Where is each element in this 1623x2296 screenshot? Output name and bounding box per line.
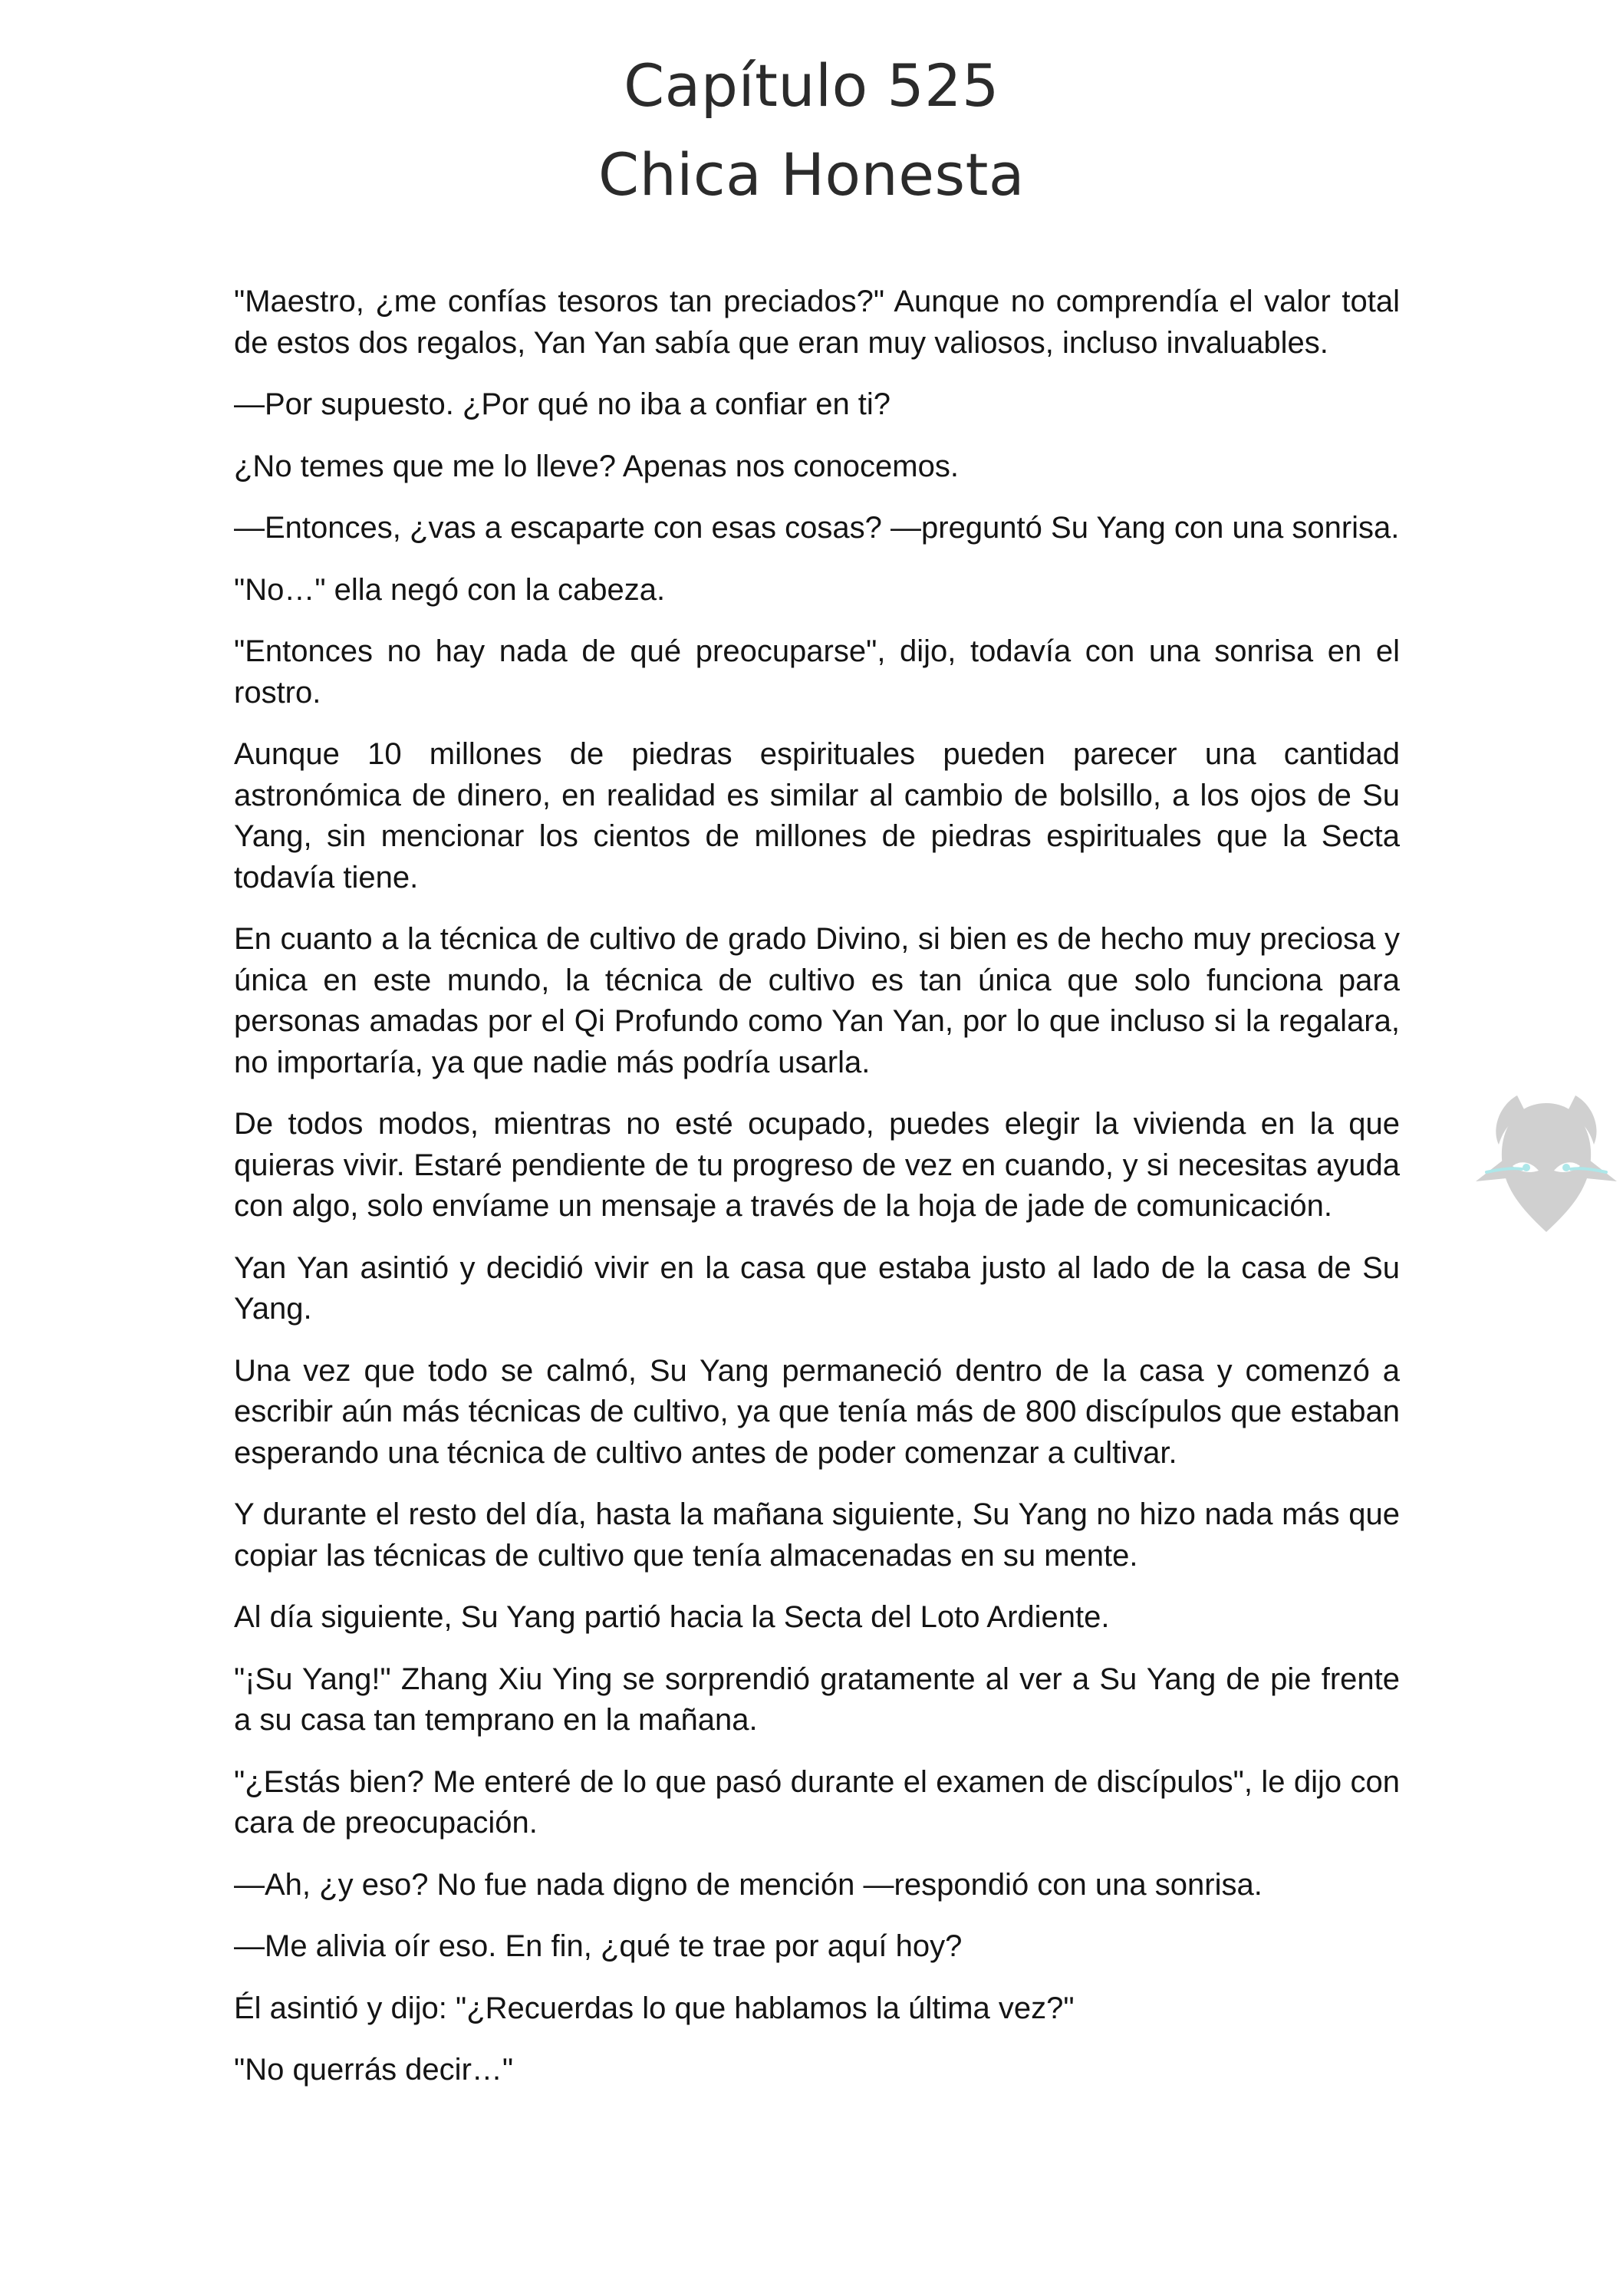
paragraph: "No querrás decir…": [234, 2053, 514, 2087]
paragraph: —Ah, ¿y eso? No fue nada digno de mención —respondió con una sonrisa.: [234, 1867, 1263, 1902]
paragraph: Aunque 10 millones de piedras espirituales pueden parecer una cantidad astronómica de dinero, en realidad es similar al cambio de bolsillo, a los ojos de Su Yang, sin mencionar los cientos de millones de piedras espirituales que la Secta todavía tiene.: [234, 737, 1400, 894]
paragraph: —Me alivia oír eso. En fin, ¿qué te trae por aquí hoy?: [234, 1929, 963, 1963]
paragraph: Una vez que todo se calmó, Su Yang permaneció dentro de la casa y comenzó a escribir aún más técnicas de cultivo, ya que tenía más de 800 discípulos que estaban esperando una técnica de cultivo antes de poder comenzar a cultivar.: [234, 1353, 1400, 1470]
paragraph: De todos modos, mientras no esté ocupado, puedes elegir la vivienda en la que quieras vivir. Estaré pendiente de tu progreso de vez en cuando, y si necesitas ayuda con algo, solo envíame un mensaje a través de la hoja de jade de comunicación.: [234, 1107, 1400, 1223]
paragraph: Al día siguiente, Su Yang partió hacia la Secta del Loto Ardiente.: [234, 1600, 1110, 1634]
paragraph: —Entonces, ¿vas a escaparte con esas cosas? —preguntó Su Yang con una sonrisa.: [234, 511, 1400, 545]
demon-head-logo-icon: [1470, 1074, 1623, 1250]
paragraph: "Entonces no hay nada de qué preocuparse", dijo, todavía con una sonrisa en el rostro.: [234, 634, 1400, 710]
paragraph: "Maestro, ¿me confías tesoros tan preciados?" Aunque no comprendía el valor total de estos dos regalos, Yan Yan sabía que eran muy valiosos, incluso invaluables.: [234, 285, 1400, 360]
chapter-body: [234, 282, 1400, 2112]
chapter-number: Capítulo 525: [624, 51, 999, 120]
paragraph: ¿No temes que me lo lleve? Apenas nos conocemos.: [234, 449, 959, 483]
paragraph: "No…" ella negó con la cabeza.: [234, 572, 666, 607]
chapter-heading: [0, 41, 1623, 219]
paragraph: "¿Estás bien? Me enteré de lo que pasó durante el examen de discípulos", le dijo con cara de preocupación.: [234, 1764, 1400, 1840]
paragraph: En cuanto a la técnica de cultivo de grado Divino, si bien es de hecho muy preciosa y única en este mundo, la técnica de cultivo es tan única que solo funciona para personas amadas por el Qi Profundo como Yan Yan, por lo que incluso si la regalara, no importaría, ya que nadie más podría usarla.: [234, 922, 1400, 1079]
paragraph: Él asintió y dijo: "¿Recuerdas lo que hablamos la última vez?": [234, 1991, 1075, 2025]
paragraph: —Por supuesto. ¿Por qué no iba a confiar en ti?: [234, 387, 891, 421]
paragraph: Y durante el resto del día, hasta la mañana siguiente, Su Yang no hizo nada más que copiar las técnicas de cultivo que tenía almacenadas en su mente.: [234, 1497, 1400, 1573]
paragraph: "¡Su Yang!" Zhang Xiu Ying se sorprendió gratamente al ver a Su Yang de pie frente a su casa tan temprano en la mañana.: [234, 1662, 1400, 1737]
chapter-title: Chica Honesta: [598, 140, 1025, 209]
paragraph: Yan Yan asintió y decidió vivir en la casa que estaba justo al lado de la casa de Su Yang.: [234, 1250, 1400, 1326]
